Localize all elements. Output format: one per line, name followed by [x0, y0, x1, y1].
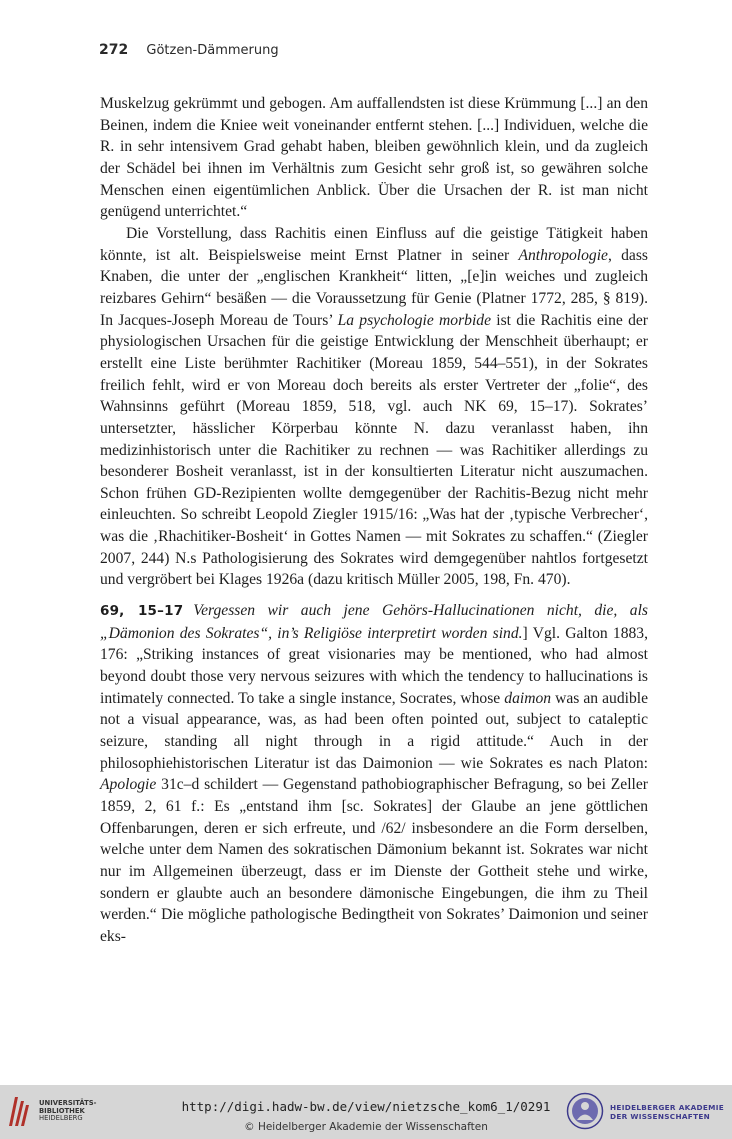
text-run: ist die Rachitis eine der physiologischen Ursachen für die geistige Entwicklung der Menschheit überhaupt; er erstellt eine Liste berühmter Rachitiker (Moreau 1859, 544–551), in der Sokrates freilich fehlt, wird er von Moreau doch bereits als erster Vertreter der „folie“, des Wahnsinns geführt (Moreau 1859, 518, vgl. auch NK 69, 15–17). Sokrates’ untersetzter, hässlicher Körperbau könnte N. dazu veranlasst haben, ihn medizinhistorisch unter die Rachitiker zu rechnen — was Rachitiker allerdings zu besonderer Bosheit veranlasst, ist in der konsultierten Literatur nicht auszumachen. Schon frühen GD-Rezipienten wollte demgegenüber der Rachitis-Bezug nicht mehr einleuchten. So schreibt Leopold Ziegler 1915/16: „Was hat der ‚typische Verbrecher‘, was die ‚Rhachitiker-Bosheit‘ in Gottes Namen — mit Sokrates zu schaffen.“ (Ziegler 2007, 244) N.s Pathologisierung des Sokrates wird demgegenüber nahtlos fortgesetzt und vergröbert bei Klages 1926a (dazu kritisch Müller 2005, 198, Fn. 470).	[100, 311, 648, 589]
italic-text: La psychologie morbide	[337, 311, 492, 329]
academy-seal-icon	[566, 1092, 604, 1130]
italic-text: Anthropologie	[518, 246, 608, 264]
text-run: Die Vorstellung, dass Rachitis einen Einfluss auf die geistige Tätigkeit haben könnte, ist alt. Beispielsweise meint Ernst Platner in seiner	[100, 224, 648, 264]
text-run: 31c–d schildert — Gegenstand pathobiographischer Befragung, so bei Zeller 1859, 2, 61 f.: Es „entstand ihm [sc. Sokrates] der Glaube an jene göttlichen Offenbarungen, deren er sich erfreute, und /62/ insbesondere an die Form derselben, welche unter dem Namen des sokratischen Dämonium bekannt ist. Sokrates war nicht nur im Allgemeinen überzeugt, dass er im Dienste der Gottheit stehe und wirke, sondern er glaubte auch an besondere dämonische Eingebungen, die ihm zu Theil werden.“ Die mögliche pathologische Bedingtheit von Sokrates’ Daimonion und seiner eks-	[100, 776, 648, 945]
line-reference: 69, 15–17	[100, 603, 184, 620]
commentary-text	[100, 93, 648, 948]
italic-text: Apologie	[100, 776, 157, 794]
commentary-entry-69-15-17	[100, 600, 648, 948]
digitization-footer	[0, 1085, 732, 1139]
text-run: Muskelzug gekrümmt und gebogen. Am auffallendsten ist diese Krümmung [...] an den Beinen, indem die Kniee weit voneinander entfernt stehen. [...] Individuen, welche die R. in sehr intensivem Grad gehabt haben, bleiben gewöhnlich klein, und da zugleich der Schädel bei ihnen im Verhältnis zum Gesicht sehr groß ist, so gewähren solche Menschen einen eigentümlichen Anblick. Über die Ursachen der R. ist man nicht genügend unterrichtet.“	[100, 95, 648, 221]
italic-text: Vergessen wir auch jene Gehörs-Hallucinationen nicht, die, als „Dämonion des Sokrates“, in’s Religiöse interpretirt worden sind.	[100, 602, 648, 642]
page-number: 272	[99, 42, 129, 58]
text-run: ] Vgl. Galton 1883, 176: „Striking instances of great visionaries may be mentioned, who had almost beyond doubt those very nervous seizures with which the tendency to hallucinations is intimately connected. To take a single instance, Socrates, whose	[100, 624, 648, 707]
source-url-link[interactable]: http://digi.hadw-bw.de/view/nietzsche_kom6_1/0291	[181, 1099, 551, 1114]
paragraph-rachitis	[100, 223, 648, 591]
running-header	[99, 42, 279, 58]
copyright-notice: © Heidelberger Akademie der Wissenschaften	[244, 1121, 488, 1133]
italic-text: daimon	[504, 689, 552, 707]
text-run: , dass Knaben, die unter der „englischen Krankheit“ litten, „[e]in weiches und zugleich reizbares Gehirn“ besäßen — die Voraussetzung für Genie (Platner 1772, 285, § 819). In Jacques-Joseph Moreau de Tours’	[100, 246, 648, 329]
library-name: UNIVERSITÄTS- BIBLIOTHEK HEIDELBERG	[39, 1099, 97, 1123]
text-run: was an audible not a visual appearance, was, as had been often pointed out, subject to cataleptic seizure, standing all night through in a rigid attitude.“ Auch in der philosophiehistorischen Literatur ist das Daimonion — wie Sokrates es nach Platon:	[100, 689, 649, 772]
paragraph-continuation	[100, 93, 648, 223]
academy-name: HEIDELBERGER AKADEMIE DER WISSENSCHAFTEN	[610, 1103, 725, 1121]
running-title: Götzen-Dämmerung	[146, 43, 279, 58]
